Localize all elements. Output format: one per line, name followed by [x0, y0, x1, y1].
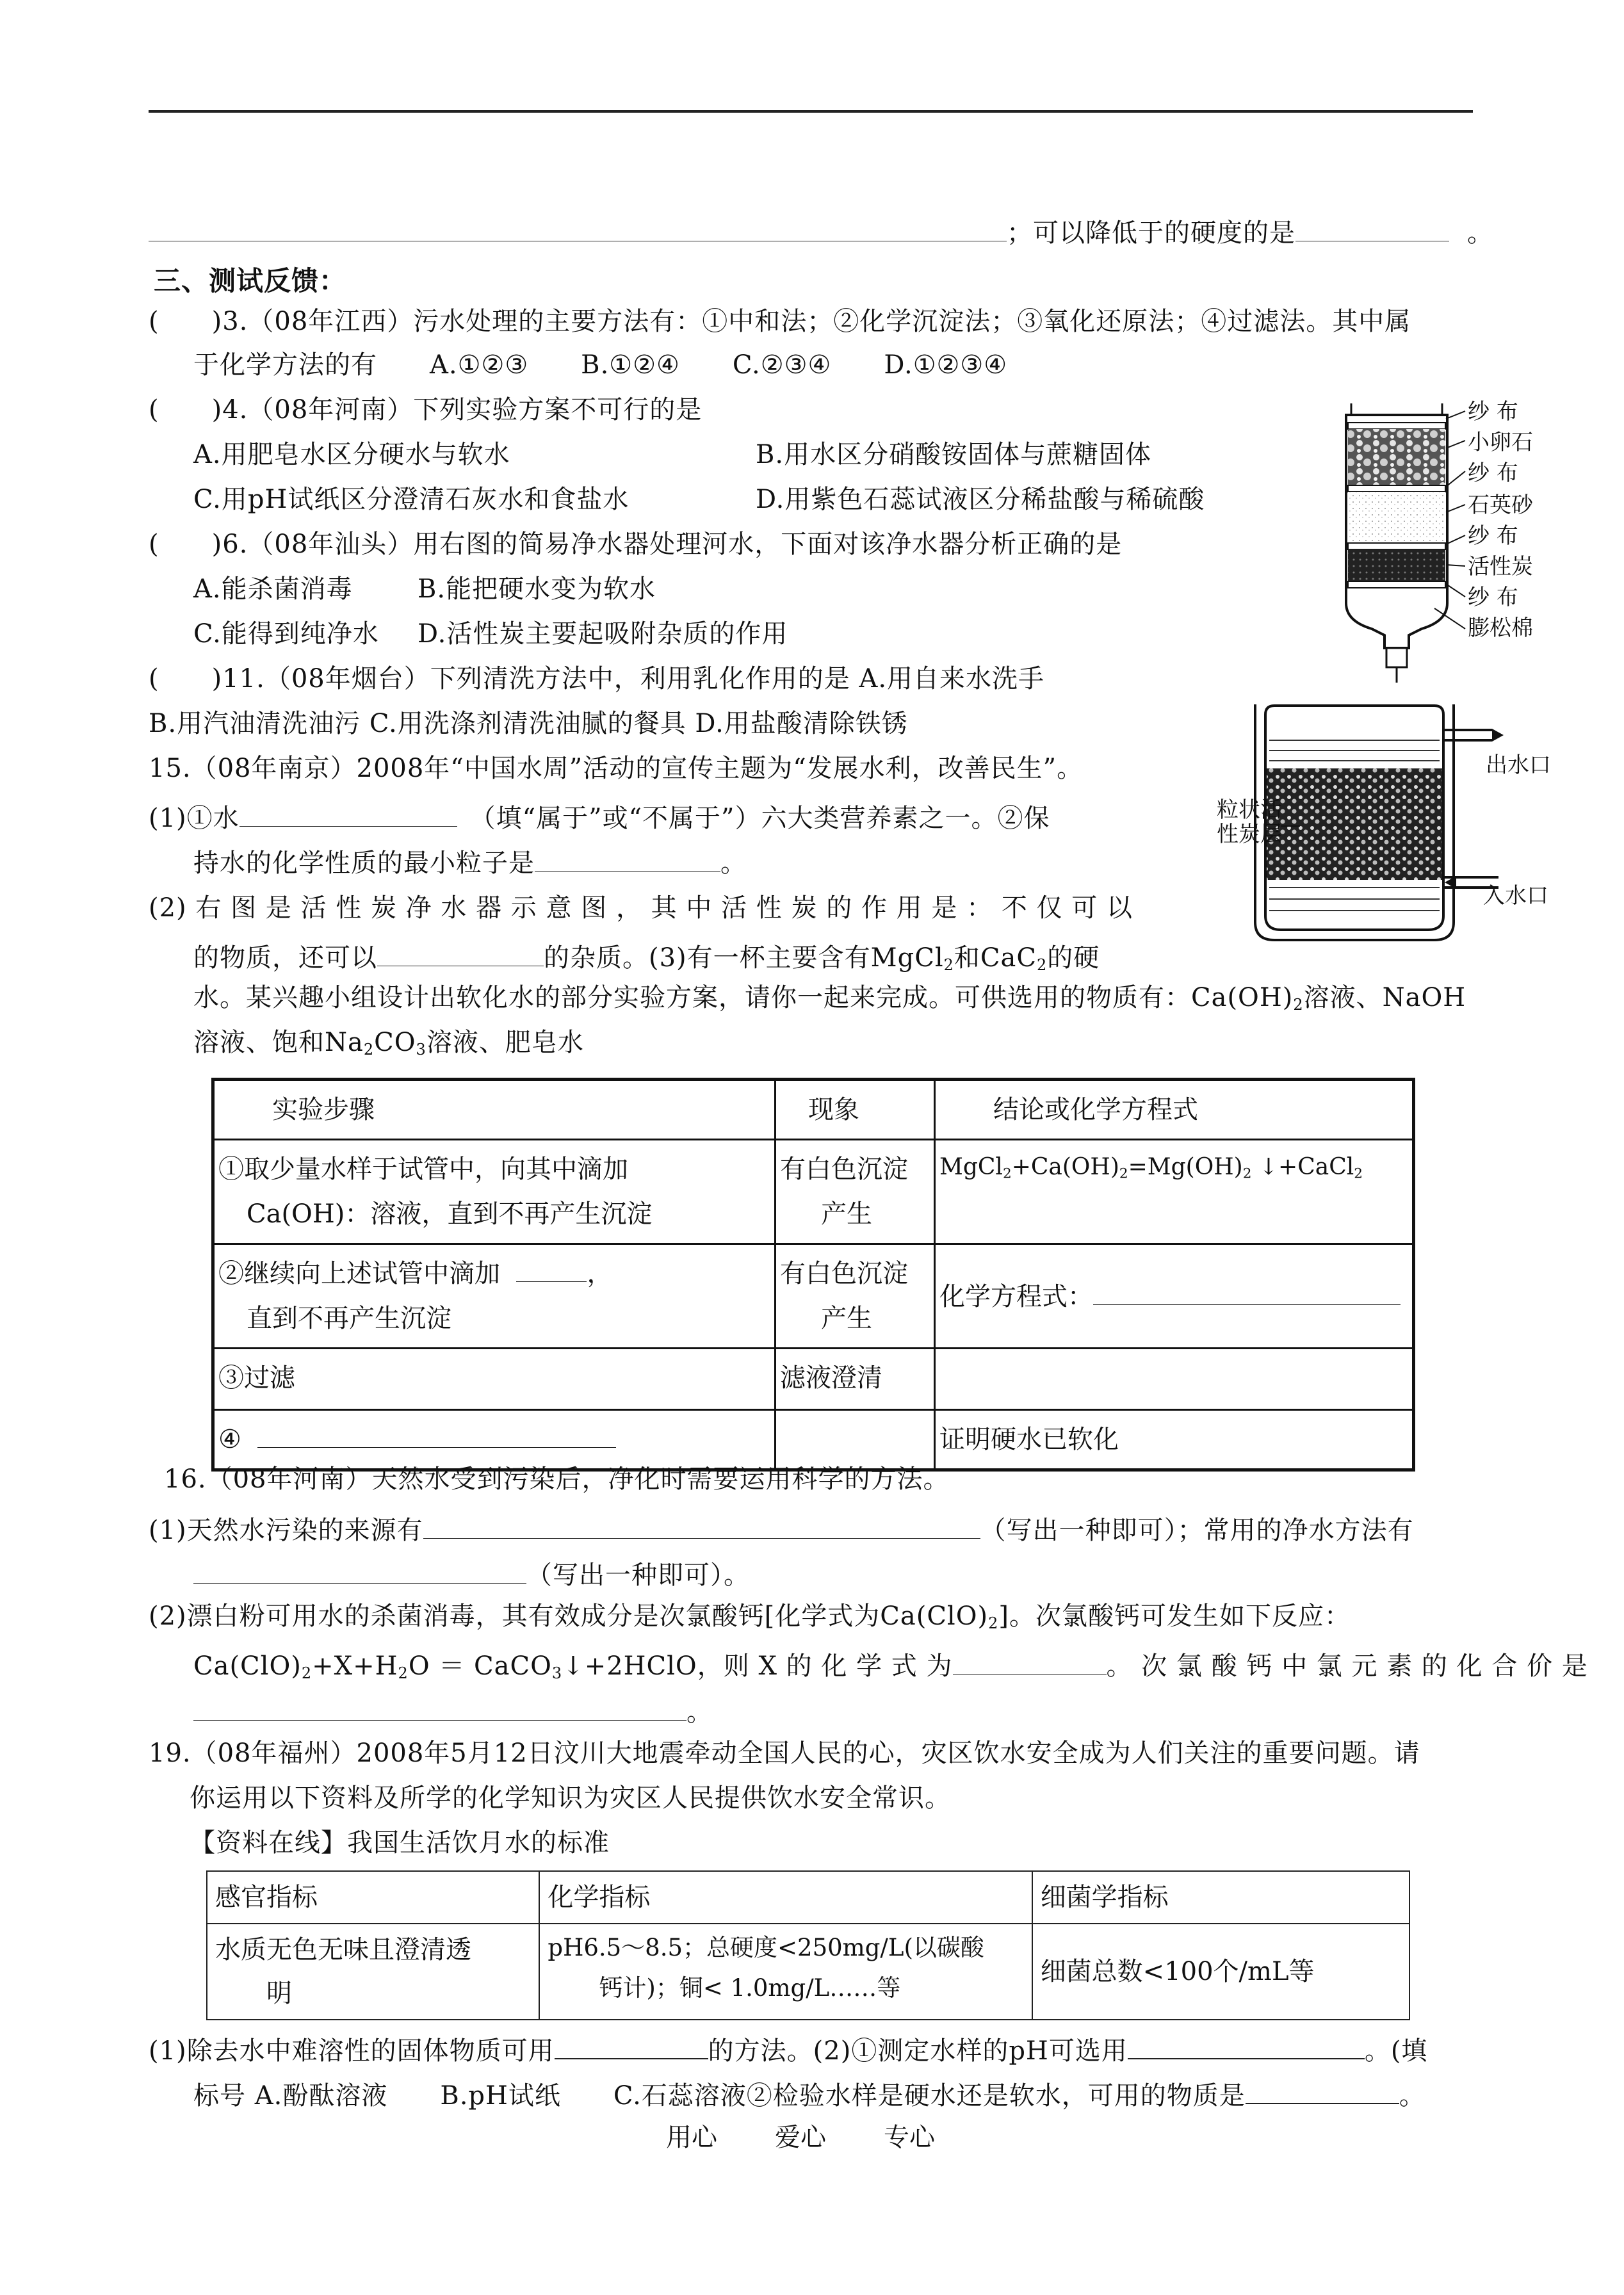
option-a: A.能杀菌消毒: [193, 574, 353, 604]
question-15-part3-cont: 溶液、饱和$Na_2CO_3$溶液、肥皂水: [193, 1028, 584, 1058]
footer-word-1: 用心: [666, 2123, 717, 2152]
label-cotton: 膨松棉: [1468, 615, 1533, 641]
blank-solid-removal[interactable]: [555, 2032, 708, 2059]
answer-paren[interactable]: ( ): [149, 395, 223, 425]
question-15-part2: (2) 右 图 是 活 性 炭 净 水 器 示 意 图 ， 其 中 活 性 炭 的 作 用 是 ： 不 仅 可 以: [149, 893, 1133, 923]
blank-valence[interactable]: [193, 1694, 686, 1721]
blank-reagent[interactable]: [516, 1256, 587, 1282]
answer-paren[interactable]: ( ): [149, 664, 223, 693]
blank-hardness-reduce[interactable]: [1295, 215, 1449, 241]
table-row: [213, 1349, 1414, 1410]
blank-pollution-source[interactable]: [423, 1512, 980, 1539]
observation-cell: [775, 1410, 935, 1470]
question-11-options: B.用汽油清洗油污 C.用洗涤剂清洗油腻的餐具 D.用盐酸清除铁锈: [149, 709, 908, 738]
label-activated-carbon: 活性炭: [1468, 554, 1533, 580]
chemical-cell: pH6.5～8.5；总硬度<250mg/L(以碳酸 钙计)；铜< 1.0mg/L……等: [539, 1924, 1032, 2020]
label-quartz-sand: 石英砂: [1468, 492, 1533, 518]
question-11: ( )11.（08年烟台）下列清洗方法中，利用乳化作用的是 A.用自来水洗手: [149, 664, 1045, 693]
blank-ph-tool[interactable]: [1128, 2032, 1365, 2059]
step-cell: ①取少量水样于试管中，向其中滴加 Ca(OH)：溶液，直到不再产生沉淀: [213, 1140, 775, 1244]
table-row: [207, 1924, 1409, 2020]
question-6: ( )6.（08年汕头）用右图的简易净水器处理河水，下面对该净水器分析正确的是: [149, 530, 1123, 559]
gauze-layer: [1348, 423, 1445, 429]
gauze-layer: [1348, 485, 1445, 492]
pebble-layer: [1348, 429, 1445, 485]
carbon-granule-layer: [1267, 768, 1442, 880]
answer-paren[interactable]: ( ): [149, 530, 223, 559]
table-row: [213, 1410, 1414, 1470]
question-16-part2: (2)漂白粉可用水的杀菌消毒，其有效成分是次氯酸钙[化学式为$Ca(ClO)_2$]。次氯酸钙可发生如下反应：: [149, 1602, 1351, 1632]
option-b: B.用水区分硝酸铵固体与蔗糖固体: [756, 440, 1152, 469]
observation-cell: 滤液澄清: [775, 1349, 935, 1410]
footer-word-3: 专心: [884, 2123, 935, 2152]
header-steps: 实验步骤: [213, 1080, 775, 1140]
blank-formula-x[interactable]: [953, 1648, 1107, 1675]
question-19-cont: 你运用以下资料及所学的化学知识为灾区人民提供饮水安全常识。: [190, 1783, 951, 1813]
blank-step4[interactable]: [257, 1422, 616, 1448]
question-15-part1-cont: 持水的化学性质的最小粒子是 。: [193, 845, 747, 876]
equation-cell: 化学方程式：: [934, 1244, 1413, 1349]
question-3: ( )3.（08年江西）污水处理的主要方法有：①中和法；②化学沉淀法；③氧化还原法；④过滤法。其中属: [149, 307, 1411, 336]
question-16-part2-cont: 。: [193, 1694, 713, 1725]
blank-purify-method[interactable]: [193, 1557, 526, 1584]
header-conclusion: 结论或化学方程式: [934, 1080, 1413, 1140]
header-bacterial: 细菌学指标: [1032, 1871, 1409, 1924]
label-layer-line2: 性炭层: [1217, 822, 1282, 847]
equation-cell: [934, 1349, 1413, 1410]
blank-nutrient[interactable]: [240, 800, 457, 827]
blank-equation[interactable]: [1093, 1279, 1401, 1305]
option-b: B.能把硬水变为软水: [418, 574, 656, 604]
gauze-layer: [1348, 581, 1445, 588]
question-15: 15.（08年南京）2008年“中国水周”活动的宣传主题为“发展水利，改善民生”。: [149, 754, 1084, 783]
outlet-arrow-icon: [1492, 729, 1504, 742]
option-d: D.活性炭主要起吸附杂质的作用: [418, 619, 788, 649]
experiment-table: [211, 1078, 1415, 1472]
purifier-bottle-figure: [1338, 397, 1588, 685]
quartz-sand-layer: [1348, 492, 1445, 543]
observation-cell: 有白色沉淀 产生: [775, 1140, 935, 1244]
table-row: [213, 1140, 1414, 1244]
label-pebbles: 小卵石: [1468, 430, 1533, 455]
question-19-part2: 标号 A.酚酞溶液 B.pH试纸 C.石蕊溶液②检验水样是硬水还是软水，可用的物质是 。: [193, 2077, 1425, 2109]
step-cell: ③过滤: [213, 1349, 775, 1410]
label-inlet: 入水口: [1483, 883, 1548, 909]
blank-smallest-particle[interactable]: [535, 845, 720, 872]
section-title: 三、测试反馈：: [154, 265, 347, 296]
question-19-part1: (1)除去水中难溶性的固体物质可用 的方法。(2)①测定水样的pH可选用 。(填: [149, 2032, 1427, 2064]
question-19: 19.（08年福州）2008年5月12日汶川大地震牵动全国人民的心，灾区饮水安全成为人们关注的重要问题。请: [149, 1739, 1420, 1768]
label-gauze-2: 纱 布: [1468, 460, 1518, 486]
top-rule: [149, 110, 1473, 113]
gauze-layer: [1348, 543, 1445, 549]
label-layer-line1: 粒状活: [1217, 797, 1282, 823]
header-chemical: 化学指标: [539, 1871, 1032, 1924]
option-d: D.用紫色石蕊试液区分稀盐酸与稀硫酸: [756, 485, 1205, 514]
question-4: ( )4.（08年河南）下列实验方案不可行的是: [149, 395, 702, 425]
equation-cell: $MgCl_2+Ca(OH)_2=Mg(OH)_2$ ↓+CaCl$_2$: [934, 1140, 1413, 1244]
option-a: A.用肥皂水区分硬水与软水: [193, 440, 510, 469]
option-c: C.能得到纯净水: [193, 619, 379, 649]
header-observation: 现象: [775, 1080, 935, 1140]
blank-hard-water-test[interactable]: [1246, 2077, 1399, 2104]
question-16-part1: (1)天然水污染的来源有 （写出一种即可）；常用的净水方法有: [149, 1512, 1414, 1543]
step-cell: ②继续向上述试管中滴加 ， 直到不再产生沉淀: [213, 1244, 775, 1349]
question-16-part2-reaction: $Ca(ClO)_2+X+H_2O$ ＝ CaCO$_3$↓+2HClO，则 X 的 化 学 式 为 。 次 氯 酸 钙 中 氯 元 素 的 化 合 价 是: [193, 1648, 1588, 1681]
table-header-row: [213, 1080, 1414, 1140]
question-15-part3: 水。某兴趣小组设计出软化水的部分实验方案，请你一起来完成。可供选用的物质有：$Ca(OH)_2$溶液、NaOH: [193, 983, 1466, 1014]
water-standard-table: [206, 1870, 1410, 2020]
equation-cell: 证明硬水已软化: [934, 1410, 1413, 1470]
observation-cell: 有白色沉淀 产生: [775, 1244, 935, 1349]
question-19-material: 【资料在线】我国生活饮月水的标准: [190, 1828, 610, 1858]
footer-word-2: 爱心: [775, 2123, 826, 2152]
blank-carbon-function[interactable]: [377, 940, 544, 966]
activated-carbon-layer: [1348, 549, 1445, 581]
page-footer: [666, 2125, 993, 2150]
answer-paren[interactable]: ( ): [149, 307, 223, 336]
header-sensory: 感官指标: [207, 1871, 539, 1924]
question-15-part2-cont: 的物质，还可以 的杂质。(3)有一杯主要含有MgCl$_2$和CaC$_2$的硬: [193, 940, 1100, 973]
blank-hardness-method[interactable]: [149, 215, 1007, 241]
question-15-part1: (1)①水 （填“属于”或“不属于”）六大类营养素之一。②保: [149, 800, 1050, 831]
question-16-part1-cont: （写出一种即可）。: [193, 1557, 750, 1588]
question-3-options: 于化学方法的有 A.①②③ B.①②④ C.②③④ D.①②③④: [193, 350, 1008, 380]
sensory-cell: 水质无色无味且澄清透 明: [207, 1924, 539, 2020]
step-cell: ④: [213, 1410, 775, 1470]
label-gauze-1: 纱 布: [1468, 399, 1518, 425]
table-header-row: [207, 1871, 1409, 1924]
bacterial-cell: 细菌总数<100个/mL等: [1032, 1924, 1409, 2020]
line-hardness: ；可以降低于的硬度的是 。: [149, 215, 1493, 246]
label-gauze-3: 纱 布: [1468, 523, 1518, 549]
question-16: 16.（08年河南）天然水受到污染后，净化时需要运用科学的方法。: [164, 1464, 950, 1494]
outlet-pipe: [1443, 730, 1492, 740]
carbon-purifier-figure: [1217, 692, 1575, 948]
label-outlet: 出水口: [1486, 752, 1551, 778]
option-c: C.用pH试纸区分澄清石灰水和食盐水: [193, 485, 629, 514]
table-row: [213, 1244, 1414, 1349]
label-gauze-4: 纱 布: [1468, 585, 1518, 610]
